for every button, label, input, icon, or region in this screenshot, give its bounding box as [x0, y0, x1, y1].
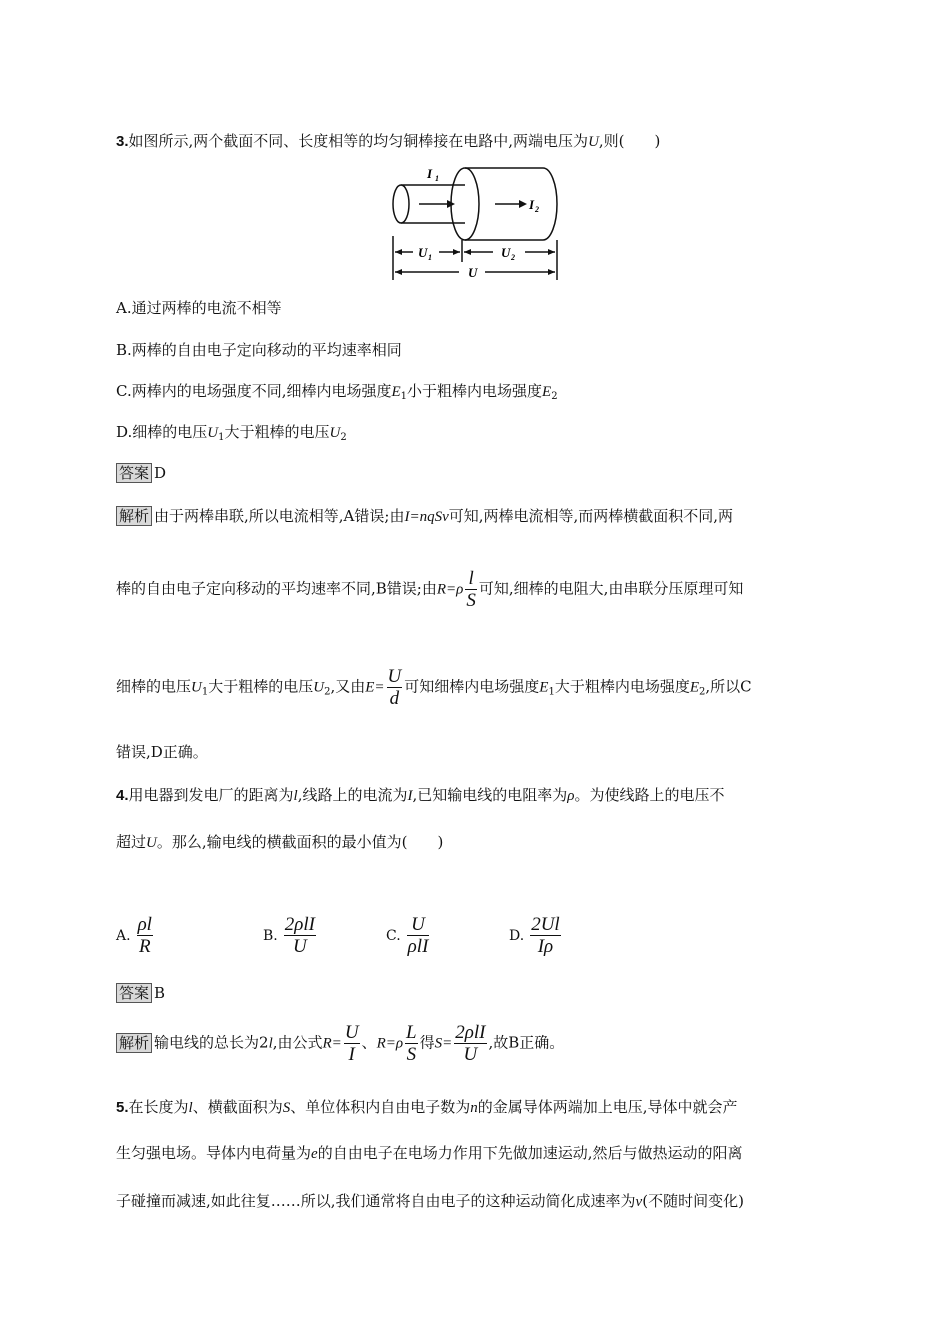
text: 得 [419, 1033, 435, 1052]
var: l [188, 1100, 193, 1116]
text: 可知,细棒的电阻大,由串联分压原理可知 [478, 579, 744, 598]
var: n [470, 1100, 478, 1116]
fraction [530, 914, 561, 957]
fig-label-U: U [468, 265, 478, 280]
sub: 1 [400, 391, 408, 402]
fig-label-U2-sub: 2 [511, 253, 515, 262]
answer-tag: 答案 [116, 463, 152, 483]
formula: R=ρ [376, 1035, 404, 1052]
fig-label-I2: I [529, 197, 535, 212]
q5-number: 5. [116, 1099, 129, 1116]
text: 可知细棒内电场强度 [404, 677, 540, 696]
var: e [311, 1146, 318, 1162]
q3-analysis-line-4: 错误,D正确。 [116, 743, 208, 761]
formula: R=ρ [436, 581, 464, 598]
var: E [542, 384, 552, 400]
q3-option-c-text: C.两棒内的电场强度不同,细棒内电场强度 [116, 382, 392, 400]
text: 由于两棒串联,所以电流相等,A错误;由 [154, 507, 405, 525]
q4-option-a [116, 914, 155, 957]
var: E [391, 384, 401, 400]
analysis-tag: 解析 [116, 506, 152, 526]
text: 、单位体积内自由电子数为 [290, 1098, 471, 1116]
formula: E= [365, 679, 385, 696]
q3-analysis-line-2 [116, 568, 743, 611]
answer-value: D [154, 464, 167, 482]
q3-option-a: A.通过两棒的电流不相等 [116, 299, 282, 317]
text: 大于粗棒的电压 [208, 677, 314, 696]
sub: 1 [201, 686, 209, 698]
q3-stem-var: U [588, 134, 599, 150]
text: 大于粗棒内电场强度 [554, 677, 690, 696]
sub: 2 [551, 391, 558, 402]
denominator: U [293, 936, 307, 957]
analysis-tag: 解析 [116, 1033, 152, 1053]
fraction [284, 914, 316, 957]
fig-label-U1-sub: 1 [428, 253, 432, 262]
q4-analysis [116, 1022, 564, 1065]
q5-stem-line-1 [116, 1096, 738, 1119]
q3-option-c [116, 380, 558, 408]
var: I [407, 788, 413, 804]
var: ρ [567, 788, 575, 804]
denominator: d [389, 688, 400, 709]
q4-stem-line-1 [116, 784, 724, 807]
sub: 2 [699, 686, 706, 698]
numerator: 2Ul [531, 914, 560, 935]
q3-stem-tail: ,则( ) [598, 132, 661, 150]
denominator: ρlI [407, 936, 429, 957]
text: 棒的自由电子定向移动的平均速率不同,B错误;由 [116, 579, 437, 598]
q3-stem-text: 如图所示,两个截面不同、长度相等的均匀铜棒接在电路中,两端电压为 [128, 132, 589, 150]
text: 的金属导体两端加上电压,导体中就会产 [477, 1098, 738, 1116]
text: 。那么,输电线的横截面积的最小值为( ) [156, 833, 444, 851]
denominator: S [466, 590, 476, 611]
numerator: ρl [137, 914, 152, 935]
text: 用电器到发电厂的距离为 [128, 786, 294, 804]
var: U [191, 679, 202, 696]
denominator: R [138, 936, 151, 957]
option-label: B. [263, 927, 278, 944]
fig-label-I1-sub: 1 [435, 174, 439, 183]
numerator: U [407, 914, 430, 936]
fraction [344, 1022, 360, 1065]
q4-option-c [386, 914, 431, 957]
numerator: L [406, 1022, 417, 1043]
numerator: l [465, 568, 477, 590]
text: ,又由 [330, 677, 366, 696]
q3-option-b: B.两棒的自由电子定向移动的平均速率相同 [116, 341, 402, 359]
text: ,故B正确。 [488, 1033, 565, 1052]
fig-label-U1: U [418, 245, 428, 260]
text: ,已知输电线的电阻率为 [412, 786, 568, 804]
text: 生匀强电场。导体内电荷量为 [116, 1144, 312, 1162]
q4-answer [116, 982, 165, 1004]
numerator: U [387, 666, 402, 687]
text: 超过 [116, 833, 147, 851]
denominator: U [463, 1044, 478, 1065]
q4-number: 4. [116, 787, 129, 804]
text: 的自由电子在电场力作用下先做加速运动,然后与做热运动的阳离 [317, 1144, 743, 1162]
sub: 1 [218, 432, 225, 443]
option-label: D. [509, 927, 525, 944]
var: E [689, 679, 700, 696]
answer-tag: 答案 [116, 983, 152, 1003]
q3-figure [385, 160, 565, 284]
fraction [454, 1022, 486, 1065]
text: ,线路上的电流为 [297, 786, 408, 804]
var: U [207, 425, 219, 441]
denominator: S [406, 1044, 417, 1065]
formula: I=nqSv [404, 509, 449, 525]
q3-answer [116, 462, 166, 484]
numerator: 2ρlI [284, 914, 315, 935]
q4-option-d [509, 914, 563, 957]
fraction [465, 568, 477, 611]
var: U [146, 835, 157, 851]
text: 、 [361, 1033, 377, 1052]
var: l [268, 1035, 273, 1052]
var: E [539, 679, 549, 696]
q5-stem-line-2 [116, 1142, 742, 1165]
formula: R= [322, 1035, 342, 1052]
fraction [407, 914, 430, 957]
sub: 2 [324, 686, 331, 698]
text: 。为使线路上的电压不 [574, 786, 725, 804]
var: U [313, 679, 325, 696]
q5-stem-line-3 [116, 1190, 744, 1213]
var: l [293, 788, 298, 804]
q3-analysis-line-1 [116, 505, 733, 528]
thin-rod-end [393, 185, 409, 223]
text: ,所以C [705, 677, 752, 696]
text: 大于粗棒的电压 [224, 423, 330, 441]
sub: 2 [340, 432, 347, 443]
q4-stem-line-2 [116, 831, 443, 854]
q3-analysis-line-3 [116, 666, 752, 709]
option-label: C. [386, 927, 401, 944]
q3-number: 3. [116, 133, 129, 150]
text: 子碰撞而减速,如此往复……所以,我们通常将自由电子的这种运动简化成速率为 [116, 1192, 636, 1210]
q4-option-b [263, 914, 318, 957]
var: U [329, 425, 341, 441]
fig-label-I1: I [427, 166, 433, 181]
fraction [405, 1022, 418, 1065]
formula: S= [434, 1035, 453, 1052]
var: S [282, 1100, 291, 1116]
fig-label-I2-sub: 2 [535, 205, 539, 214]
text: ,由公式 [272, 1033, 323, 1052]
answer-value: B [154, 984, 166, 1002]
text: (不随时间变化) [642, 1192, 744, 1210]
option-label: A. [116, 927, 131, 944]
q3-option-d-text: D.细棒的电压 [116, 423, 208, 441]
numerator: 2ρlI [455, 1022, 486, 1043]
text: 在长度为 [128, 1098, 189, 1116]
thick-rod-end [451, 168, 479, 240]
denominator: Iρ [537, 936, 554, 957]
sub: 1 [548, 686, 555, 698]
var: v [635, 1194, 643, 1210]
text: 输电线的总长为2 [154, 1033, 269, 1052]
fraction [137, 914, 153, 957]
text: 、横截面积为 [192, 1098, 283, 1116]
text: 可知,两棒电流相等,而两棒横截面积不同,两 [448, 507, 734, 525]
q3-stem [116, 130, 660, 153]
fig-label-U2: U [501, 245, 511, 260]
text: 细棒的电压 [116, 677, 192, 696]
numerator: U [344, 1022, 359, 1043]
denominator: I [348, 1044, 355, 1065]
fraction [387, 666, 403, 709]
text: 小于粗棒内电场强度 [407, 382, 543, 400]
q3-option-d [116, 421, 347, 449]
